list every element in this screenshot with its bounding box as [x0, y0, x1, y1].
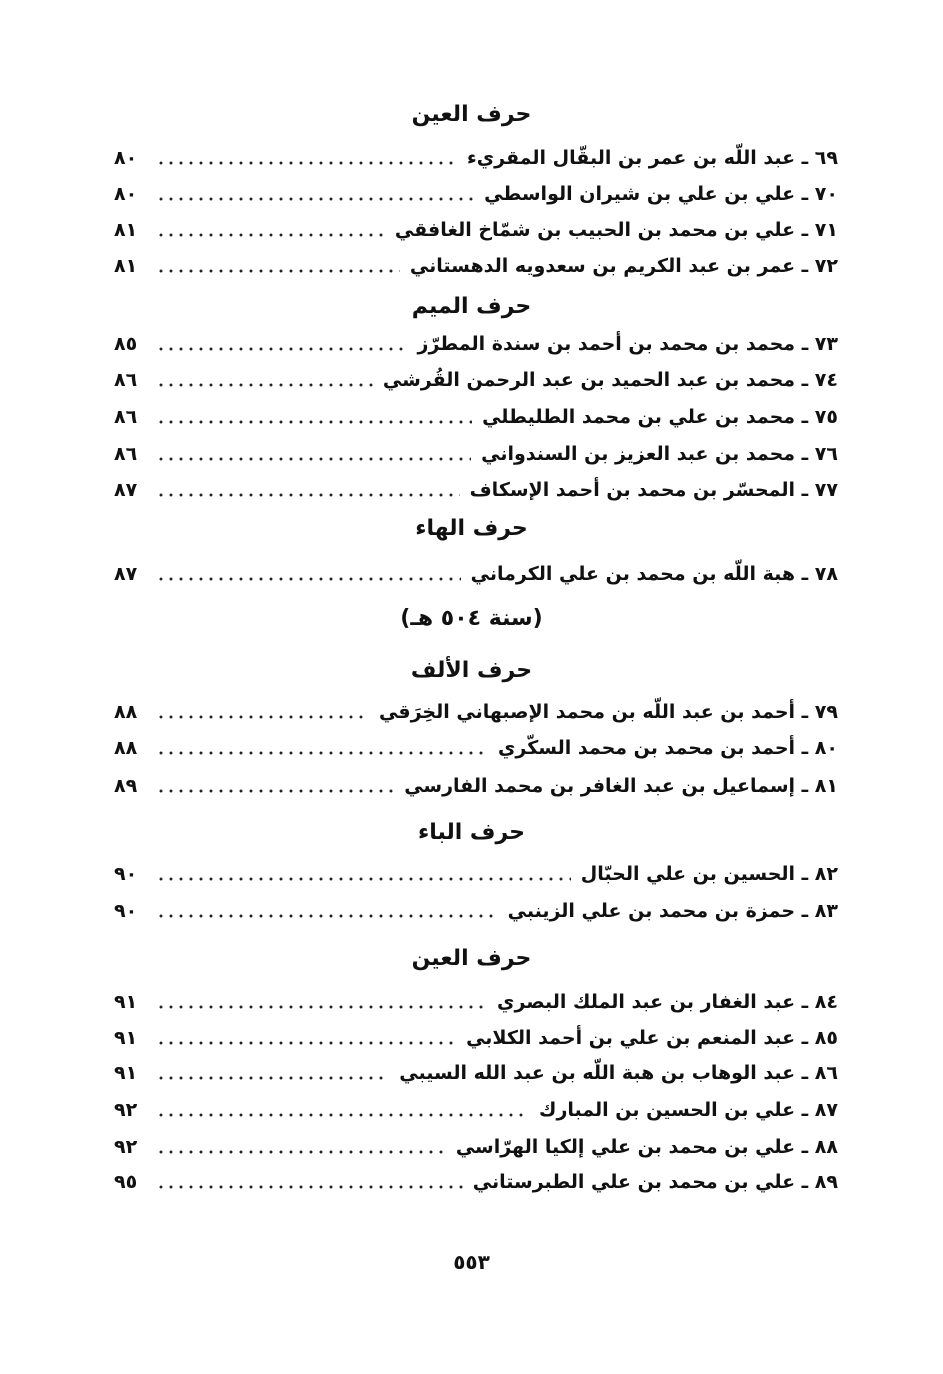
entry-title: ٦٩ ـ عبد اللّه بن عمر بن البقّال المقريء [467, 147, 838, 169]
entry-title: ٨٨ ـ علي بن محمد بن علي إلكيا الهرّاسي [455, 1136, 838, 1158]
dot-leader [156, 418, 472, 426]
dot-leader [156, 1183, 463, 1191]
index-entry [114, 1022, 838, 1054]
entry-title: ٧٨ ـ هبة اللّه بن محمد بن علي الكرماني [470, 563, 838, 585]
entry-title: ٧٥ ـ محمد بن علي بن محمد الطليطلي [482, 406, 838, 428]
entry-title: ٨٣ ـ حمزة بن محمد بن علي الزينبي [507, 900, 838, 922]
entry-title: ٨٩ ـ علي بن محمد بن علي الطبرستاني [472, 1171, 838, 1193]
dot-leader [156, 159, 457, 167]
entry-title: ٧٦ ـ محمد بن عبد العزيز بن السندواني [481, 443, 838, 465]
index-entry [114, 986, 838, 1018]
index-entry [114, 178, 838, 210]
index-entry [114, 328, 838, 360]
entry-title: ٧٠ ـ علي بن علي بن شيران الواسطي [484, 183, 838, 205]
year-heading: (سنة ٥٠٤ هـ) [400, 606, 543, 631]
entry-title: ٧١ ـ علي بن محمد بن الحبيب بن شمّاخ الغافقي [394, 219, 838, 241]
dot-leader [156, 195, 474, 203]
entry-page: ٨٥ [114, 333, 138, 355]
entry-page: ٨٠ [114, 183, 138, 205]
entry-page: ٩١ [114, 1062, 138, 1084]
entry-page: ٩٥ [114, 1171, 138, 1193]
section-heading: حرف الألف [410, 658, 533, 683]
entry-title: ٨٥ ـ عبد المنعم بن علي بن أحمد الكلابي [466, 1027, 838, 1049]
index-entry [114, 364, 838, 396]
entry-page: ٨٨ [114, 737, 138, 759]
dot-leader [156, 345, 408, 353]
entry-title: ٧٤ ـ محمد بن عبد الحميد بن عبد الرحمن القُرشي [382, 369, 838, 391]
index-entry [114, 474, 838, 506]
dot-leader [156, 491, 460, 499]
entry-page: ٩٠ [114, 863, 138, 885]
index-entry [114, 1094, 838, 1126]
dot-leader [156, 1003, 487, 1011]
index-entry [114, 401, 838, 433]
section-heading: حرف العين [411, 102, 532, 127]
index-entry [114, 142, 838, 174]
entry-title: ٧٢ ـ عمر بن عبد الكريم بن سعدويه الدهستاني [409, 255, 838, 277]
entry-page: ٨٦ [114, 443, 138, 465]
entry-page: ٩٢ [114, 1099, 138, 1121]
dot-leader [156, 1039, 456, 1047]
entry-page: ٨١ [114, 255, 138, 277]
dot-leader [156, 912, 498, 920]
entry-title: ٧٧ ـ المحسّر بن محمد بن أحمد الإسكاف [469, 479, 838, 501]
index-entry [114, 1166, 838, 1198]
entry-page: ٨٨ [114, 701, 138, 723]
index-entry [114, 1131, 838, 1163]
entry-title: ٨١ ـ إسماعيل بن عبد الغافر بن محمد الفارسي [404, 775, 838, 797]
entry-page: ٨٩ [114, 775, 138, 797]
dot-leader [156, 787, 394, 795]
index-entry [114, 770, 838, 802]
dot-leader [156, 713, 369, 721]
page-number: ٥٥٣ [453, 1250, 490, 1274]
entry-title: ٨٧ ـ علي بن الحسين بن المبارك [539, 1099, 838, 1121]
dot-leader [156, 575, 461, 583]
dot-leader [156, 1074, 389, 1082]
index-entry [114, 214, 838, 246]
dot-leader [156, 267, 400, 275]
entry-page: ٩٠ [114, 900, 138, 922]
entry-title: ٧٣ ـ محمد بن محمد بن أحمد بن سندة المطرّز [417, 333, 838, 355]
dot-leader [156, 381, 373, 389]
index-entry [114, 250, 838, 282]
index-entry [114, 858, 838, 890]
dot-leader [156, 1148, 446, 1156]
dot-leader [156, 749, 488, 757]
entry-title: ٨٢ ـ الحسين بن علي الحبّال [580, 863, 838, 885]
entry-page: ٨٦ [114, 369, 138, 391]
dot-leader [156, 875, 571, 883]
entry-title: ٨٤ ـ عبد الغفار بن عبد الملك البصري [497, 991, 838, 1013]
entry-page: ٨٧ [114, 563, 138, 585]
entry-page: ٨١ [114, 219, 138, 241]
index-entry [114, 1057, 838, 1089]
section-heading: حرف الهاء [415, 516, 528, 541]
index-entry [114, 558, 838, 590]
dot-leader [156, 231, 385, 239]
entry-page: ٨٦ [114, 406, 138, 428]
entry-page: ٩١ [114, 991, 138, 1013]
entry-page: ٩١ [114, 1027, 138, 1049]
entry-page: ٨٧ [114, 479, 138, 501]
section-heading: حرف الميم [411, 294, 532, 319]
entry-page: ٨٠ [114, 147, 138, 169]
index-entry [114, 438, 838, 470]
section-heading: حرف العين [411, 946, 532, 971]
entry-title: ٨٠ ـ أحمد بن محمد بن محمد السكّري [498, 737, 838, 759]
index-entry [114, 895, 838, 927]
dot-leader [156, 455, 471, 463]
dot-leader [156, 1111, 529, 1119]
index-entry [114, 696, 838, 728]
section-heading: حرف الباء [417, 820, 526, 845]
entry-page: ٩٢ [114, 1136, 138, 1158]
index-entry [114, 732, 838, 764]
entry-title: ٧٩ ـ أحمد بن عبد اللّه بن محمد الإصبهاني الخِرَقي [378, 701, 838, 723]
entry-title: ٨٦ ـ عبد الوهاب بن هبة اللّه بن عبد الله السيبي [399, 1062, 838, 1084]
